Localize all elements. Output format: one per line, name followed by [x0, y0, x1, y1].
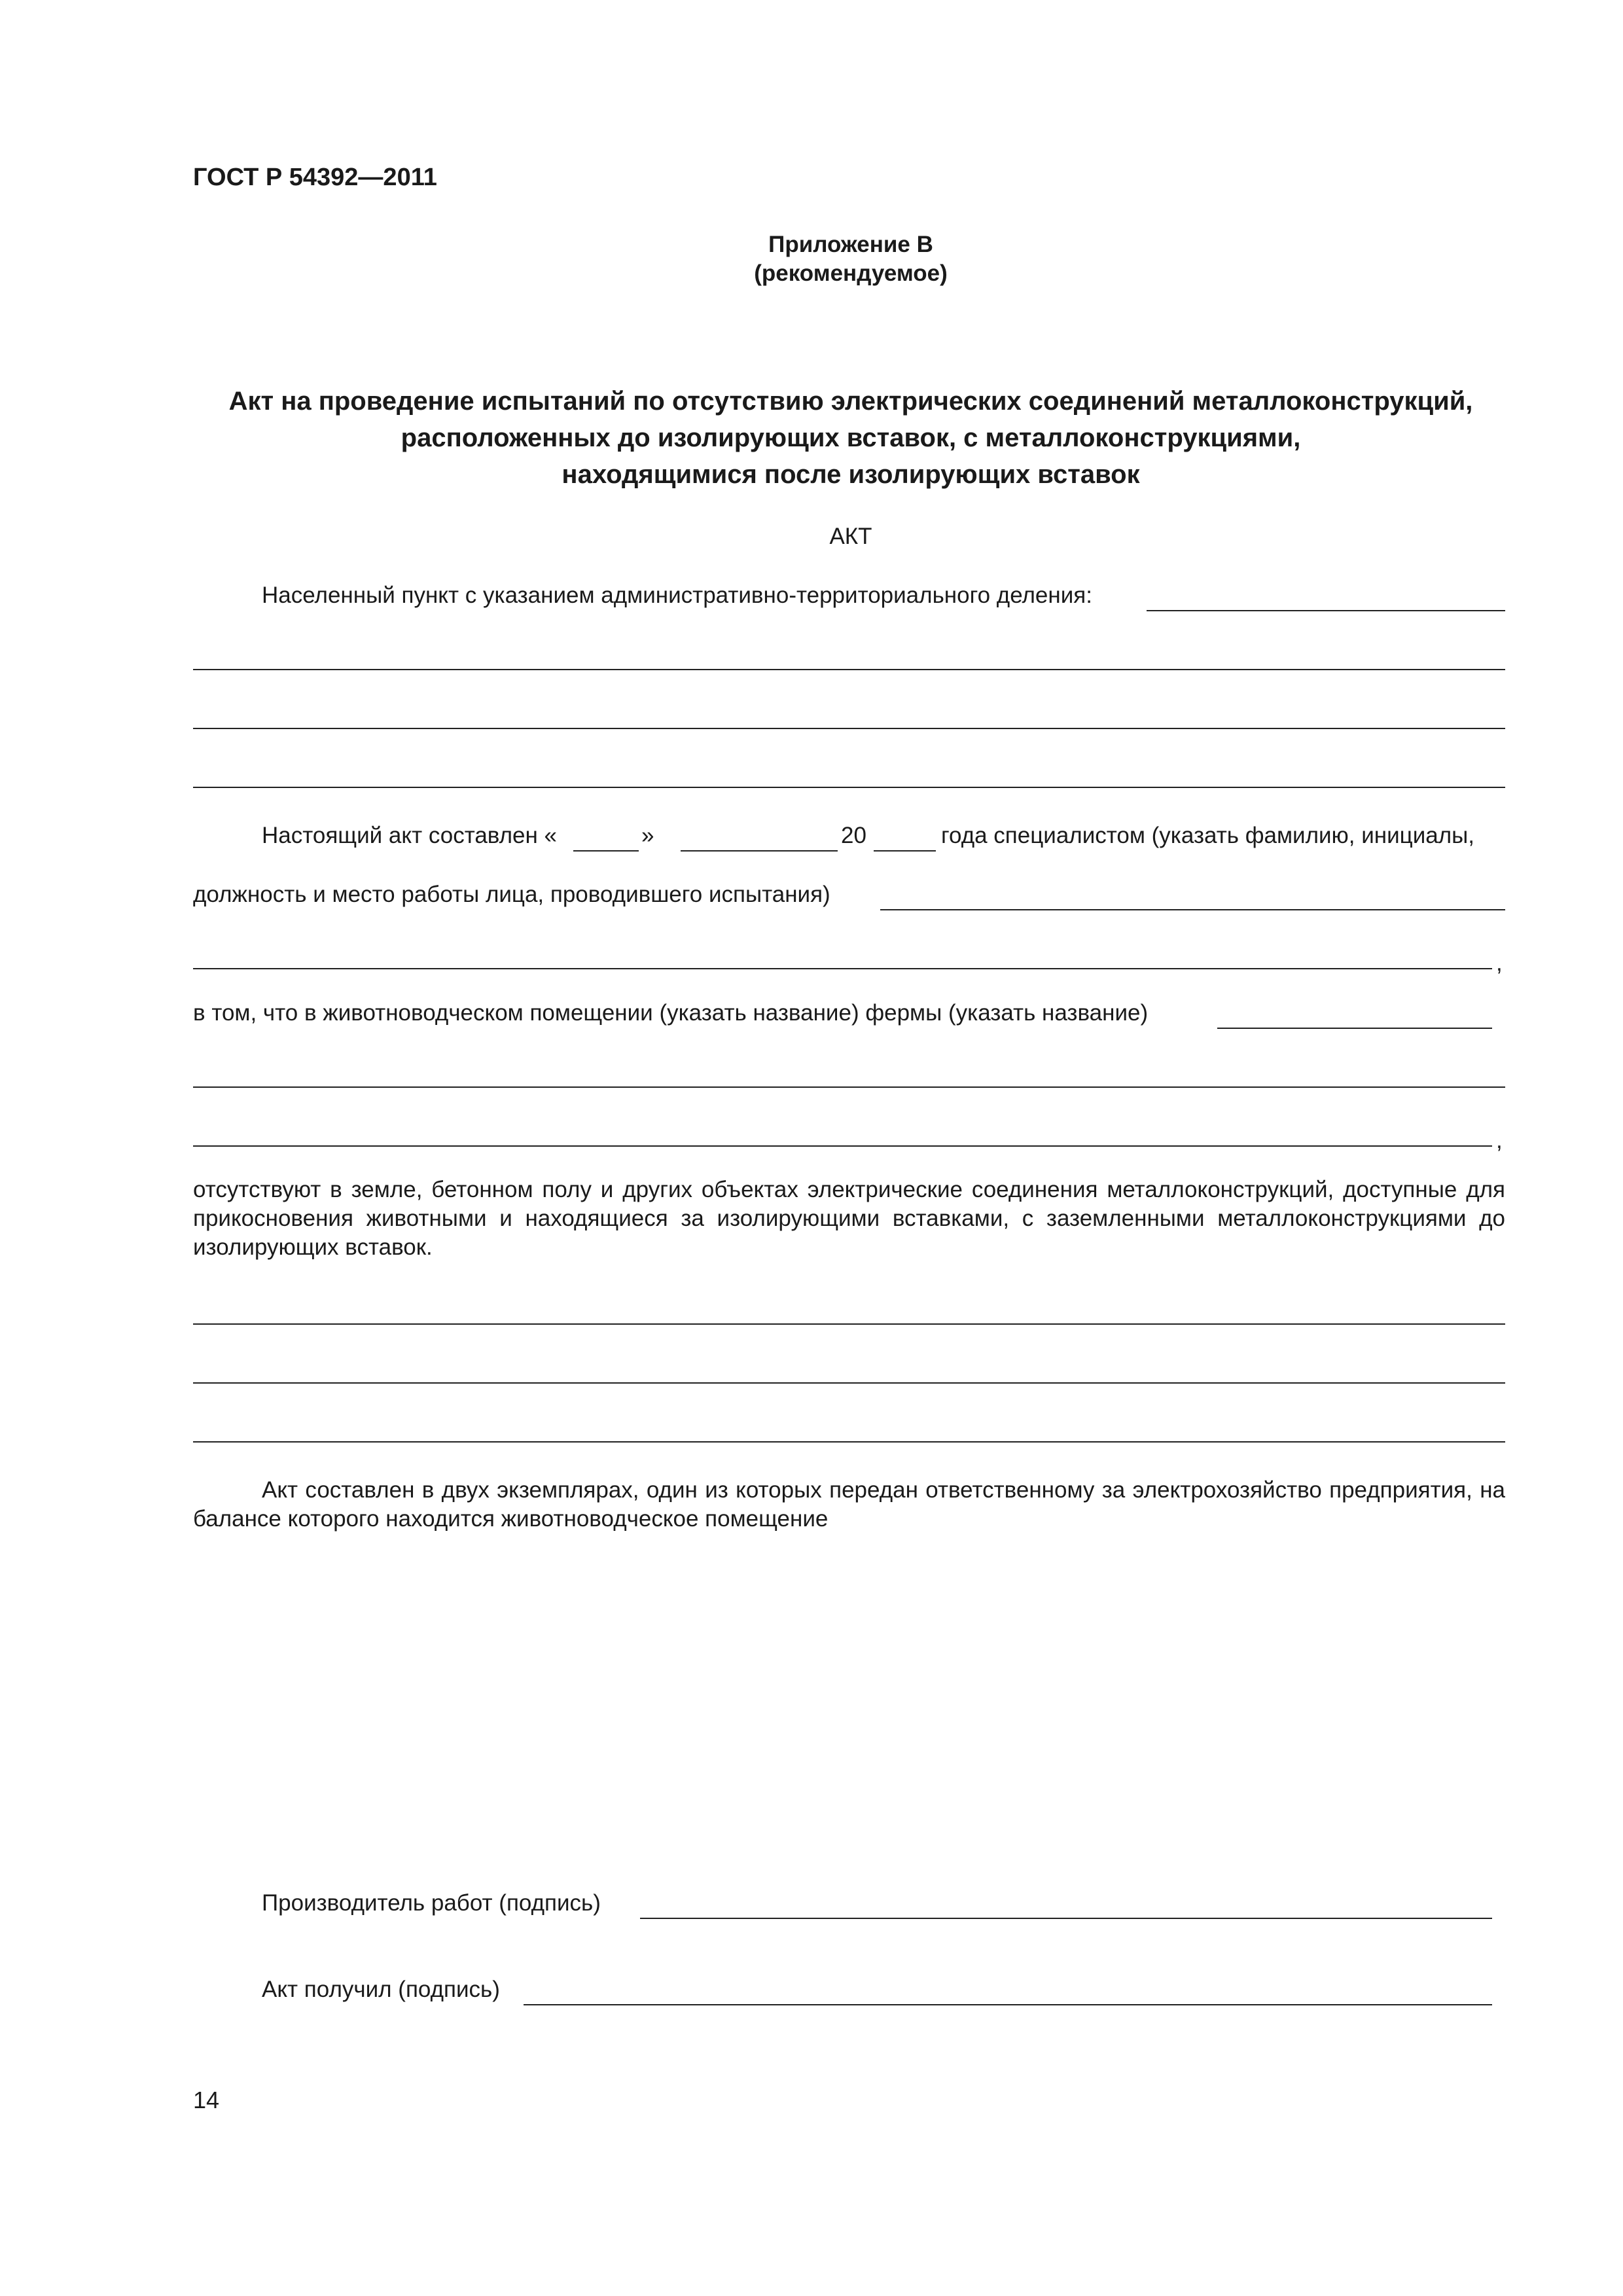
premises-blank-line[interactable]: [193, 1145, 1492, 1147]
statement-blank-line[interactable]: [193, 1382, 1505, 1384]
receiver-signature-label: Акт получил (подпись): [262, 1977, 500, 2002]
day-blank[interactable]: [573, 850, 639, 852]
act-title-line: Акт на проведение испытаний по отсутствию электрических соединений металлоконструкций,: [228, 387, 1473, 416]
page-number: 14: [193, 2087, 220, 2113]
year-blank[interactable]: [874, 850, 936, 852]
producer-signature-blank[interactable]: [640, 1918, 1492, 1919]
settlement-blank-line[interactable]: [193, 669, 1505, 670]
act-title-line: расположенных до изолирующих вставок, с металлоконструкциями,: [401, 423, 1301, 452]
year-prefix: 20: [841, 823, 866, 848]
comma-mark: ,: [1496, 950, 1503, 976]
compiled-label: Настоящий акт составлен «: [262, 823, 558, 848]
comma-mark: ,: [1496, 1128, 1503, 1153]
act-title: [157, 383, 1544, 493]
premises-blank[interactable]: [1217, 1028, 1492, 1029]
settlement-blank-line[interactable]: [193, 728, 1505, 729]
act-title-line: находящимися после изолирующих вставок: [562, 460, 1140, 489]
settlement-blank-line[interactable]: [193, 787, 1505, 788]
annex-title: Приложение В: [768, 232, 933, 257]
position-label: должность и место работы лица, проводившего испытания): [193, 882, 830, 907]
month-blank[interactable]: [681, 850, 838, 852]
statement-blank-line[interactable]: [193, 1323, 1505, 1325]
annex-subtitle: (рекомендуемое): [754, 260, 948, 286]
settlement-label: Населенный пункт с указанием административно-территориального деления:: [262, 583, 1092, 608]
document-code: ГОСТ Р 54392—2011: [193, 164, 437, 191]
position-blank-line[interactable]: [193, 968, 1492, 969]
act-label: АКТ: [829, 524, 872, 549]
settlement-blank[interactable]: [1147, 610, 1505, 611]
annex-heading: [0, 230, 1623, 288]
copies-note: Акт составлен в двух экземплярах, один из которых передан ответственному за электрохозяйство предприятия, на балансе которого находится животноводческое помещение: [193, 1477, 1505, 1532]
producer-signature-label: Производитель работ (подпись): [262, 1890, 601, 1916]
statement-blank-line[interactable]: [193, 1441, 1505, 1443]
premises-label: в том, что в животноводческом помещении (указать название) фермы (указать название): [193, 1000, 1149, 1026]
receiver-signature-blank[interactable]: [524, 2004, 1492, 2005]
position-blank[interactable]: [880, 909, 1505, 910]
compiled-specialist-label: года специалистом (указать фамилию, инициалы,: [941, 823, 1475, 848]
premises-blank-line[interactable]: [193, 1086, 1505, 1088]
compiled-quote: »: [641, 823, 654, 848]
statement-paragraph: отсутствуют в земле, бетонном полу и других объектах электрические соединения металлоконструкций, доступные для прикосновения животными и находящиеся за изолирующими вставками, с заземленными металлоконструкциями до изолирующих вставок.: [193, 1177, 1505, 1260]
